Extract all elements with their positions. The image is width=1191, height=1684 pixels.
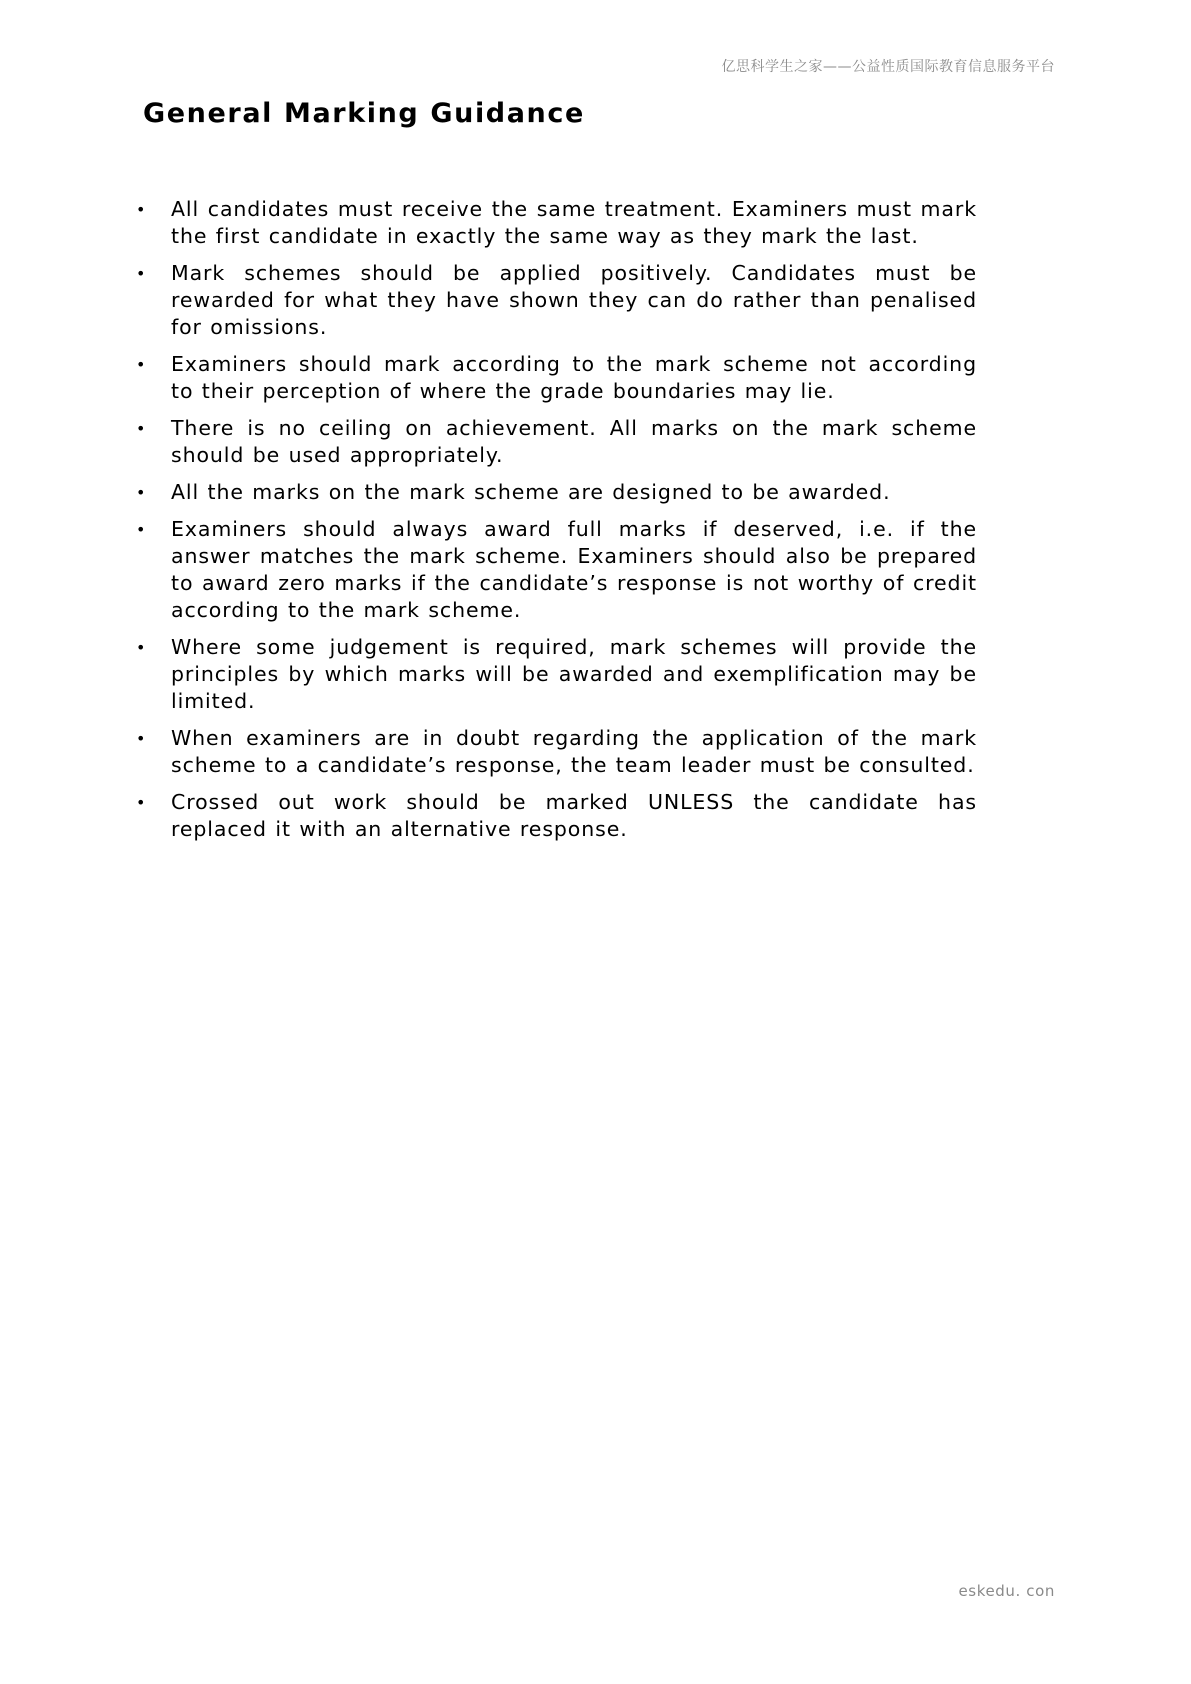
footer-watermark: eskedu. con (958, 1582, 1055, 1600)
bullet-icon: • (136, 355, 147, 374)
list-item (132, 516, 977, 624)
list-item (132, 789, 977, 843)
list-item (132, 351, 977, 405)
bullet-icon: • (136, 483, 147, 502)
list-item (132, 725, 977, 779)
bullet-icon: • (136, 520, 147, 539)
list-item-text: All the marks on the mark scheme are designed to be awarded. (171, 480, 891, 504)
list-item-text: Examiners should mark according to the mark scheme not according to their perception of where the grade boundaries may lie. (171, 352, 977, 403)
bullet-icon: • (136, 638, 147, 657)
list-item (132, 196, 977, 250)
bullet-icon: • (136, 729, 147, 748)
list-item-text: Examiners should always award full marks if deserved, i.e. if the answer matches the mark scheme. Examiners should also be prepared to award zero marks if the candidate’s response is not worthy of credit according to the mark scheme. (171, 517, 977, 622)
list-item (132, 634, 977, 715)
page-title: General Marking Guidance (143, 98, 585, 129)
guidance-list (132, 196, 977, 853)
list-item-text: Crossed out work should be marked UNLESS the candidate has replaced it with an alternative response. (171, 790, 977, 841)
list-item-text: Mark schemes should be applied positively. Candidates must be rewarded for what they have shown they can do rather than penalised for omissions. (171, 261, 977, 339)
list-item-text: All candidates must receive the same treatment. Examiners must mark the first candidate in exactly the same way as they mark the last. (171, 197, 977, 248)
bullet-icon: • (136, 200, 147, 219)
list-item (132, 260, 977, 341)
bullet-icon: • (136, 264, 147, 283)
list-item-text: There is no ceiling on achievement. All marks on the mark scheme should be used appropriately. (171, 416, 977, 467)
list-item (132, 415, 977, 469)
bullet-icon: • (136, 793, 147, 812)
bullet-icon: • (136, 419, 147, 438)
list-item-text: When examiners are in doubt regarding the application of the mark scheme to a candidate’s response, the team leader must be consulted. (171, 726, 977, 777)
list-item (132, 479, 977, 506)
list-item-text: Where some judgement is required, mark schemes will provide the principles by which marks will be awarded and exemplification may be limited. (171, 635, 977, 713)
header-watermark: 亿思科学生之家——公益性质国际教育信息服务平台 (721, 59, 1055, 75)
